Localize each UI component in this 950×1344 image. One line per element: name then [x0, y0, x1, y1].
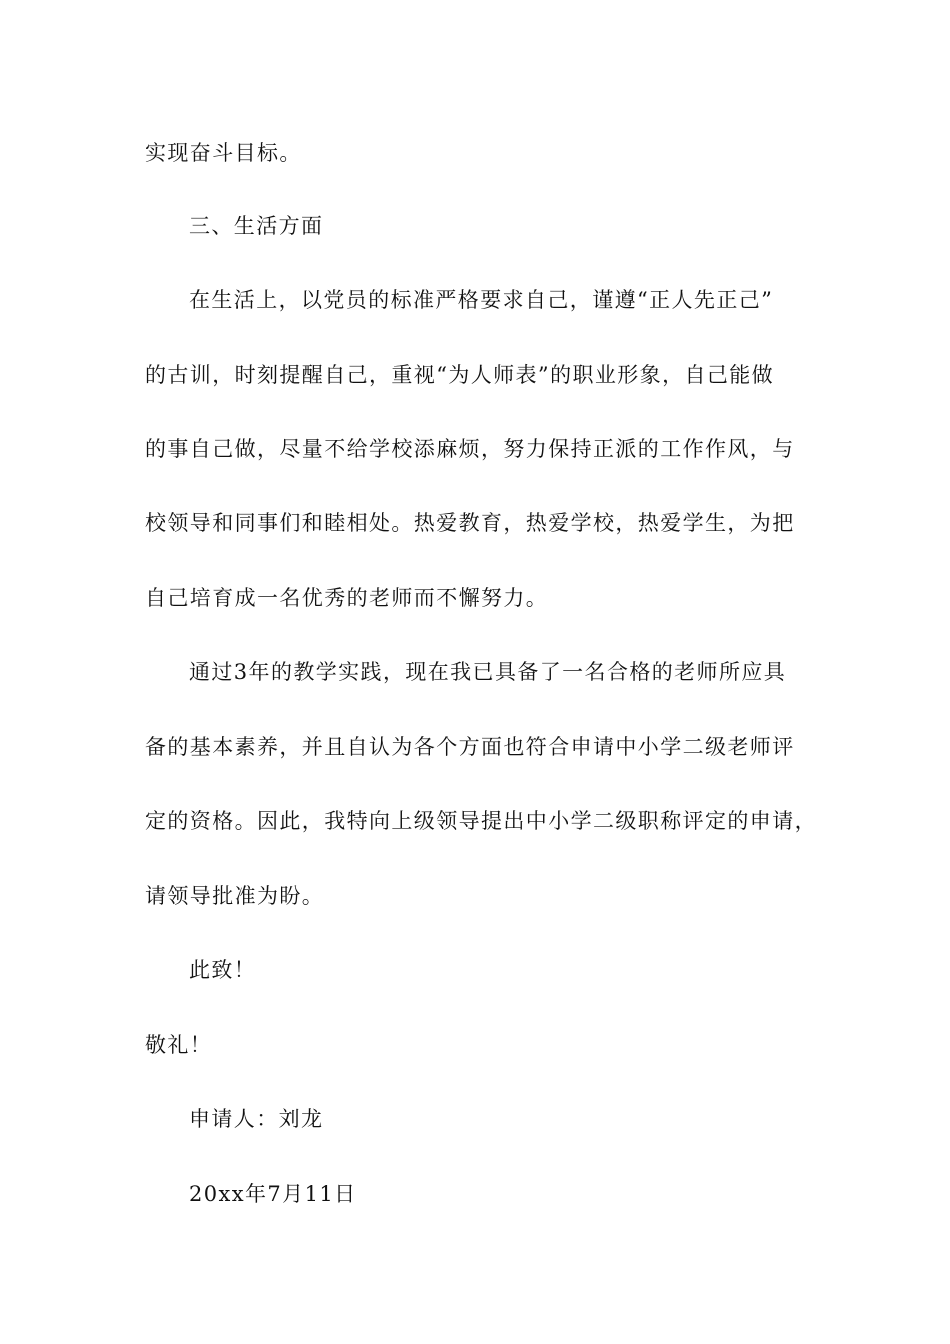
salutation: 此致！: [189, 958, 257, 982]
paragraph-line: 备的基本素养，并且自认为各个方面也符合申请中小学二级老师评: [145, 735, 795, 759]
paragraph-line: 通过3年的教学实践，现在我已具备了一名合格的老师所应具: [189, 660, 787, 684]
applicant-signature: 申请人：刘龙: [189, 1107, 324, 1131]
section-heading: 三、生活方面: [189, 214, 324, 238]
paragraph-line: 的事自己做，尽量不给学校添麻烦，努力保持正派的工作作风，与: [145, 437, 795, 461]
paragraph-line: 请领导批准为盼。: [145, 884, 325, 908]
closing: 敬礼！: [145, 1033, 213, 1057]
paragraph-line: 实现奋斗目标。: [145, 141, 302, 165]
paragraph-line: 定的资格。因此，我特向上级领导提出中小学二级职称评定的申请，: [145, 809, 817, 833]
paragraph-line: 在生活上，以党员的标准严格要求自己，谨遵“正人先正己”: [189, 288, 774, 312]
date-line: 20xx年7月11日: [189, 1182, 357, 1206]
paragraph-line: 校领导和同事们和睦相处。热爱教育，热爱学校，热爱学生，为把: [145, 511, 795, 535]
paragraph-line: 自己培育成一名优秀的老师而不懈努力。: [145, 586, 549, 610]
paragraph-line: 的古训，时刻提醒自己，重视“为人师表”的职业形象，自己能做: [145, 363, 775, 387]
